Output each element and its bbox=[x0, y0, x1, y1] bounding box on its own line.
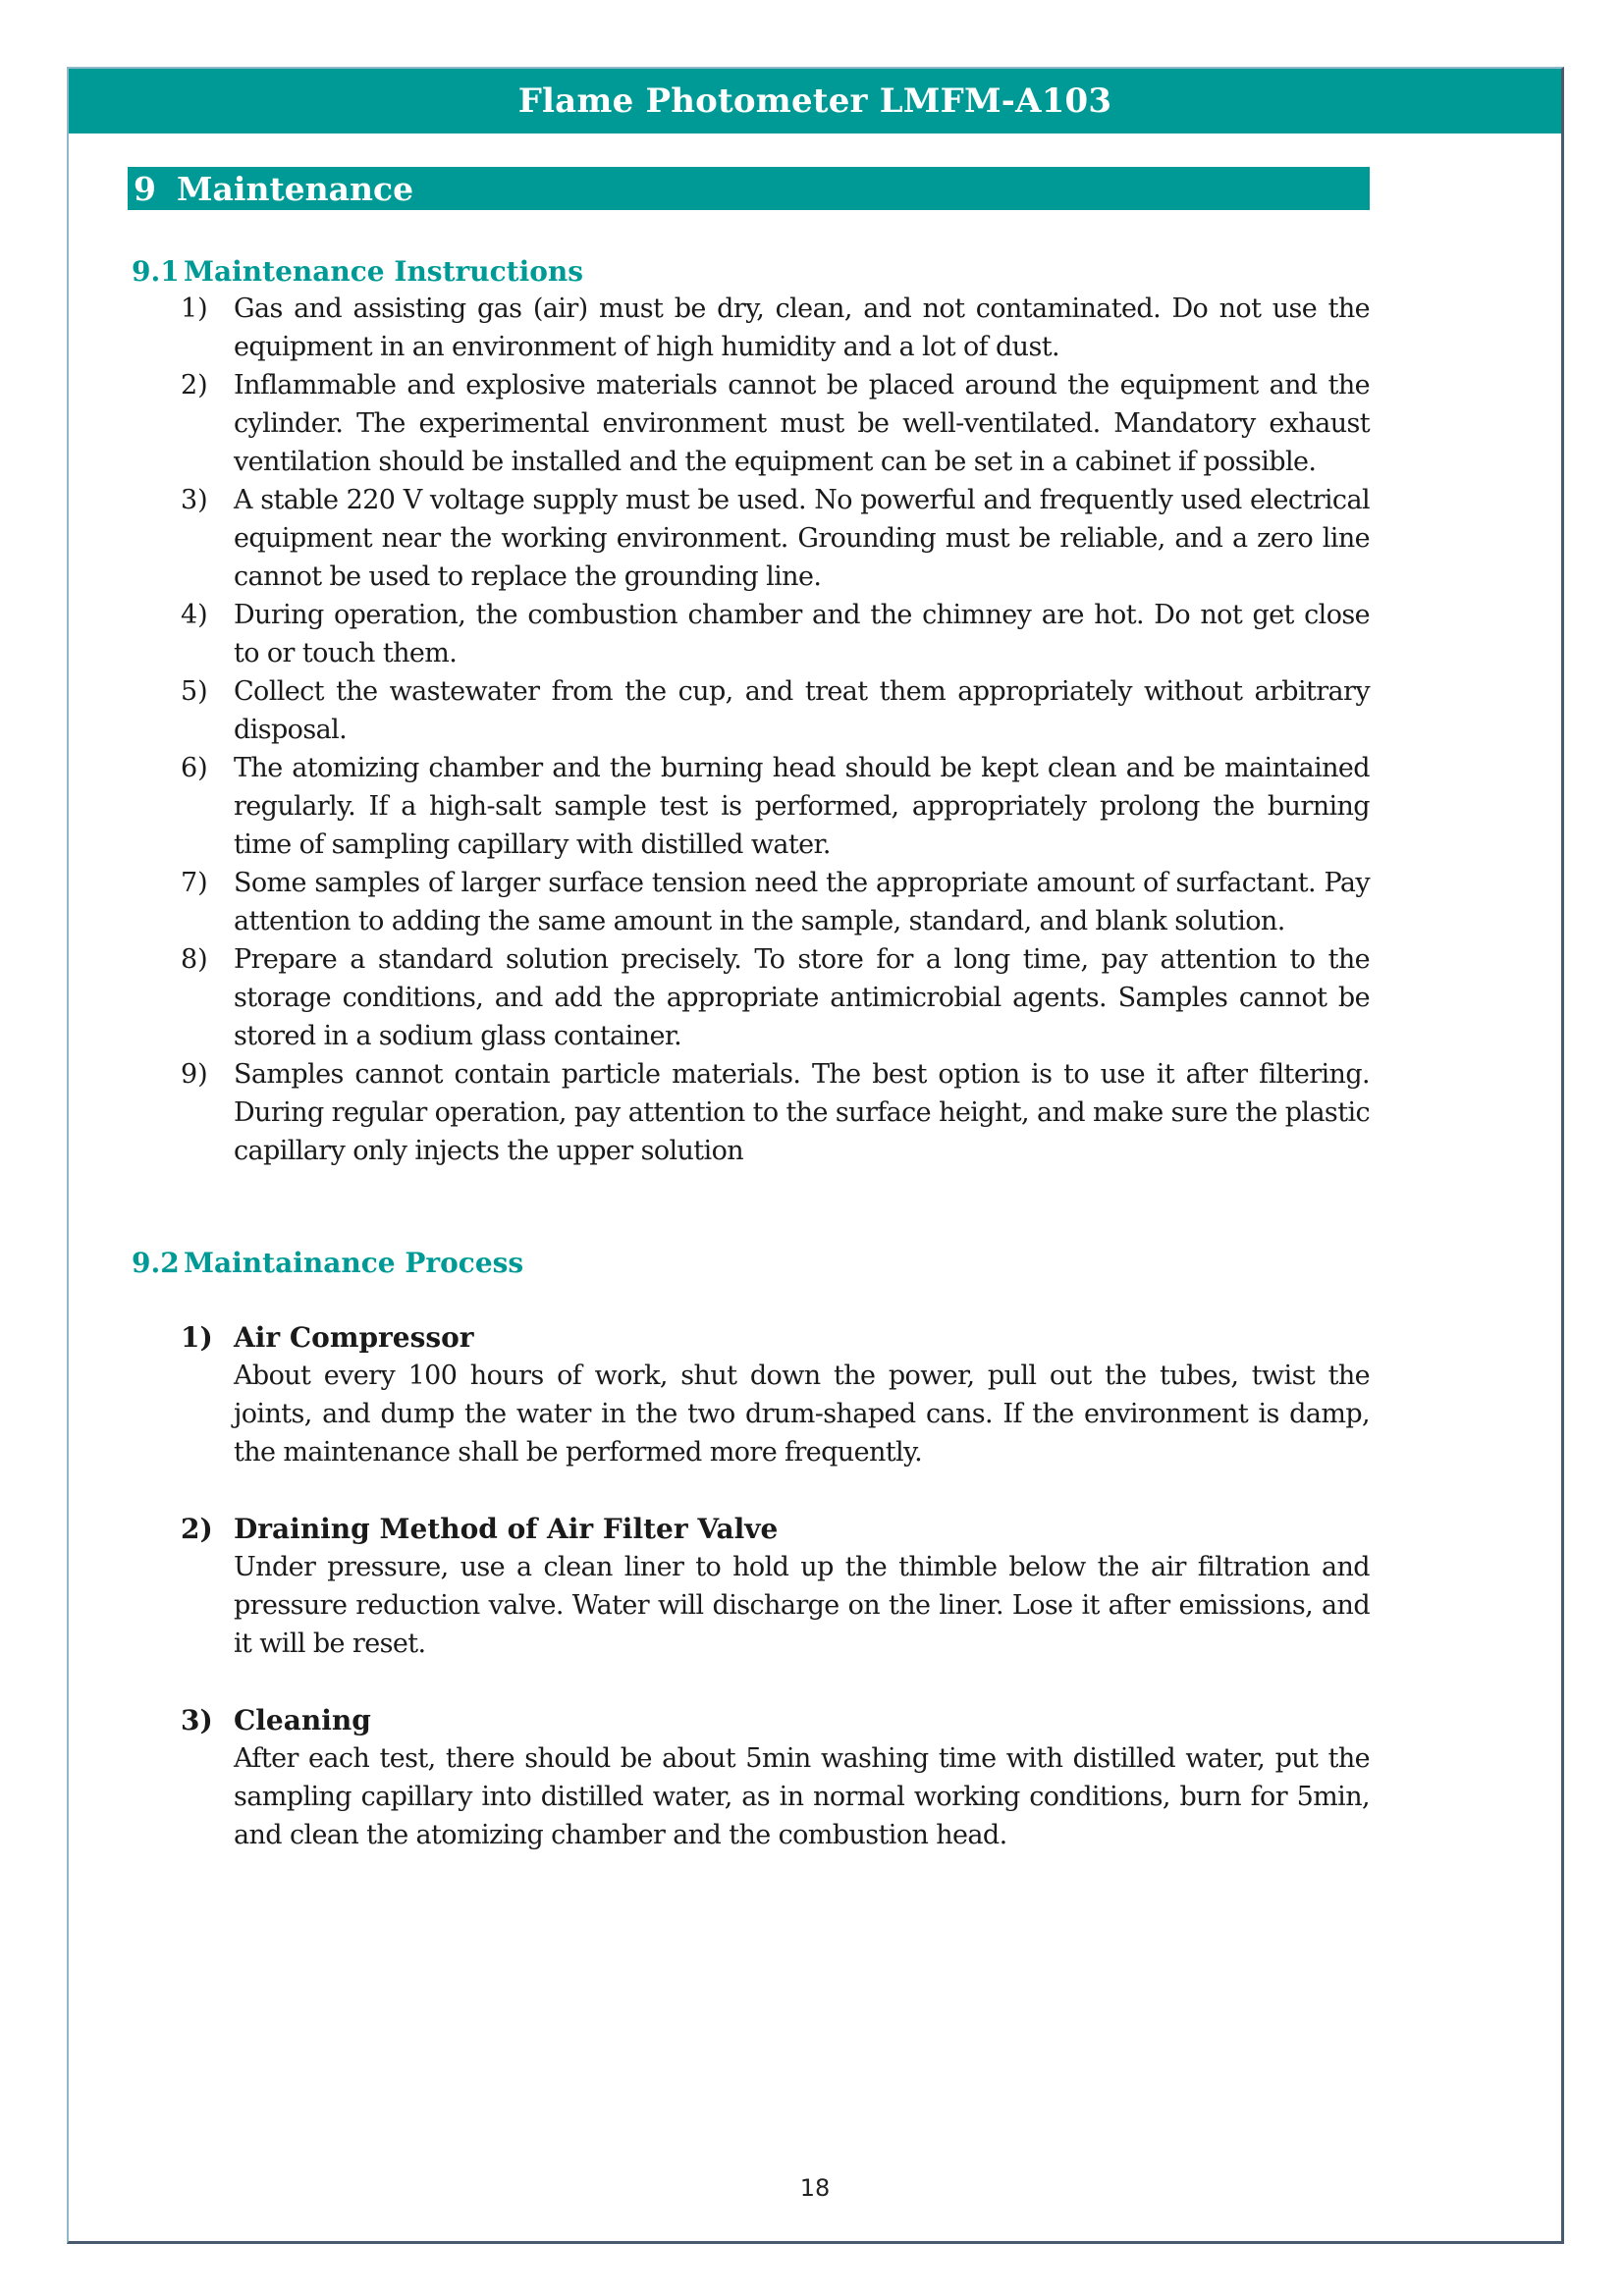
list-item-text: Collect the wastewater from the cup, and treat them appropriately without arbitrary disposal. bbox=[234, 676, 1370, 745]
list-item-number: 2) bbox=[181, 370, 208, 400]
process-item-number: 1) bbox=[181, 1321, 213, 1354]
list-item-number: 4) bbox=[181, 600, 208, 630]
list-item-text: The atomizing chamber and the burning head should be kept clean and be maintained regularly. If a high-salt sample test is performed, appropriately prolong the burning time of sampling capillary with distilled water. bbox=[234, 753, 1370, 860]
list-item-text: Prepare a standard solution precisely. To store for a long time, pay attention to the storage conditions, and add the appropriate antimicrobial agents. Samples cannot be stored in a sodium glass container. bbox=[234, 944, 1370, 1051]
document-header bbox=[69, 69, 1561, 133]
process-item-text: Under pressure, use a clean liner to hold up the thimble below the air filtration and pressure reduction valve. Water will discharge on the liner. Lose it after emissions, and it will be reset. bbox=[234, 1552, 1370, 1659]
document-title: Flame Photometer LMFM-A103 bbox=[517, 81, 1112, 121]
chapter-title: Maintenance bbox=[177, 169, 414, 208]
section-number: 9.1 bbox=[132, 255, 180, 288]
page-content bbox=[128, 167, 1370, 1893]
list-item bbox=[128, 864, 1370, 940]
list-item bbox=[128, 596, 1370, 672]
list-item-text: Samples cannot contain particle materials. The best option is to use it after filtering. During regular operation, pay attention to the surface height, and make sure the plastic capillary only injects the upper solution bbox=[234, 1059, 1370, 1166]
section-number: 9.2 bbox=[132, 1247, 180, 1279]
list-item-number: 7) bbox=[181, 868, 208, 898]
maintainance-process-list bbox=[128, 1318, 1370, 1854]
list-item bbox=[128, 749, 1370, 864]
list-item-text: Some samples of larger surface tension need the appropriate amount of surfactant. Pay attention to adding the same amount in the sample, standard, and blank solution. bbox=[234, 868, 1370, 936]
list-item bbox=[128, 1055, 1370, 1170]
list-item-text: Gas and assisting gas (air) must be dry, clean, and not contaminated. Do not use the equipment in an environment of high humidity and a lot of dust. bbox=[234, 294, 1370, 362]
list-item-number: 8) bbox=[181, 944, 208, 975]
list-item-text: Inflammable and explosive materials cannot be placed around the equipment and the cylinder. The experimental environment must be well-ventilated. Mandatory exhaust ventilation should be installed and the equipment can be set in a cabinet if possible. bbox=[234, 370, 1370, 477]
list-item-number: 1) bbox=[181, 294, 208, 324]
process-item-title: Cleaning bbox=[234, 1704, 371, 1736]
process-item-air-compressor bbox=[128, 1318, 1370, 1471]
list-item-text: A stable 220 V voltage supply must be used. No powerful and frequently used electrical equipment near the working environment. Grounding must be reliable, and a zero line cannot be used to replace the grounding line. bbox=[234, 485, 1370, 592]
list-item-number: 5) bbox=[181, 676, 208, 707]
process-item-number: 2) bbox=[181, 1513, 213, 1545]
process-item-title: Draining Method of Air Filter Valve bbox=[234, 1513, 779, 1545]
section-title: Maintenance Instructions bbox=[184, 255, 584, 288]
list-item-number: 9) bbox=[181, 1059, 208, 1090]
process-item-number: 3) bbox=[181, 1704, 213, 1736]
process-item-heading bbox=[128, 1318, 1370, 1357]
list-item-number: 3) bbox=[181, 485, 208, 515]
process-item-text: About every 100 hours of work, shut down the power, pull out the tubes, twist the joints, and dump the water in the two drum-shaped cans. If the environment is damp, the maintenance shall be performed more frequently. bbox=[234, 1361, 1370, 1468]
list-item bbox=[128, 481, 1370, 596]
process-item-heading bbox=[128, 1701, 1370, 1739]
section-heading-maintainance-process bbox=[128, 1247, 1370, 1279]
list-item bbox=[128, 672, 1370, 749]
process-item-draining-method bbox=[128, 1510, 1370, 1663]
list-item bbox=[128, 366, 1370, 481]
process-item-heading bbox=[128, 1510, 1370, 1548]
page-number: 18 bbox=[799, 2174, 831, 2202]
chapter-heading bbox=[128, 167, 1370, 210]
list-item-number: 6) bbox=[181, 753, 208, 783]
list-item bbox=[128, 290, 1370, 366]
process-item-title: Air Compressor bbox=[234, 1321, 474, 1354]
process-item-text: After each test, there should be about 5min washing time with distilled water, put the sampling capillary into distilled water, as in normal working conditions, burn for 5min, and clean the atomizing chamber and the combustion head. bbox=[234, 1743, 1370, 1850]
section-title: Maintainance Process bbox=[184, 1247, 524, 1279]
list-item bbox=[128, 940, 1370, 1055]
maintenance-instructions-list bbox=[128, 290, 1370, 1170]
list-item-text: During operation, the combustion chamber and the chimney are hot. Do not get close to or touch them. bbox=[234, 600, 1370, 668]
chapter-number: 9 bbox=[134, 169, 156, 208]
section-heading-maintenance-instructions bbox=[128, 255, 1370, 288]
process-item-cleaning bbox=[128, 1701, 1370, 1854]
